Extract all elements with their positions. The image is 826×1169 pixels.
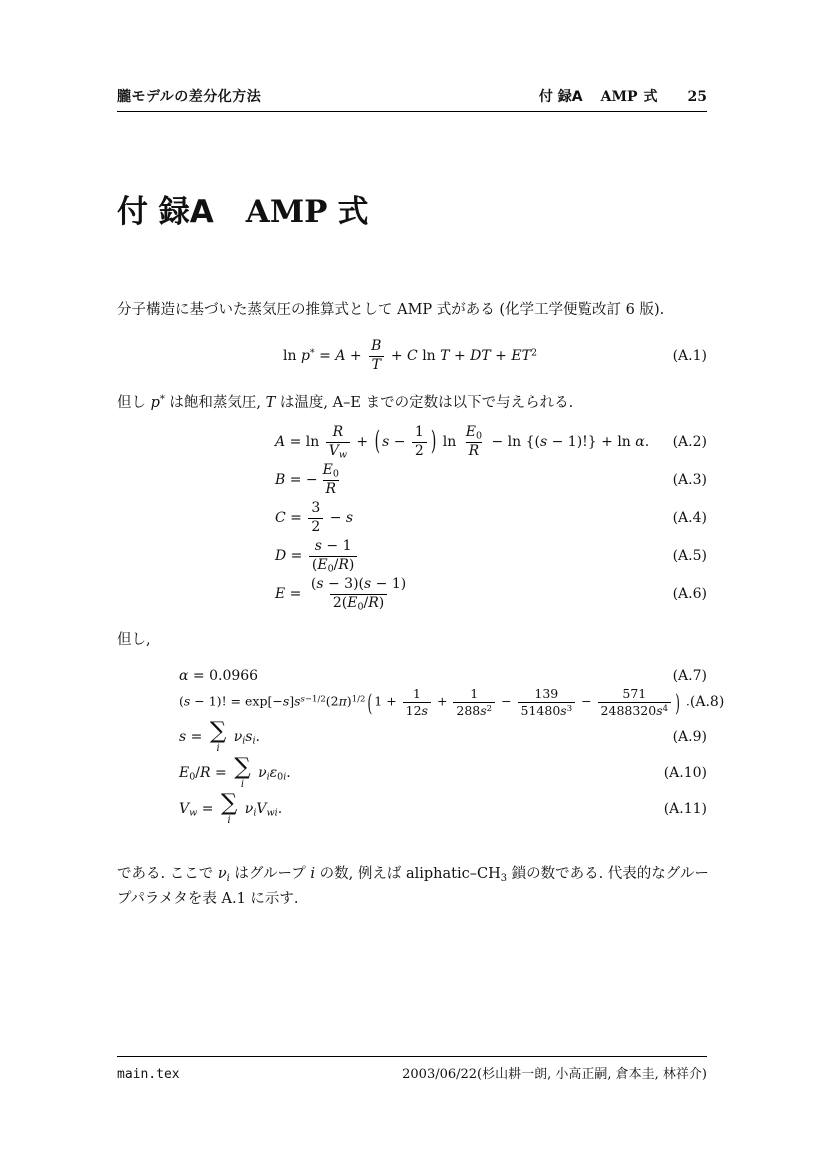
- equation-body: B = − $\frac{E_0}{R}$: [275, 462, 344, 498]
- math-italic: i: [227, 815, 231, 827]
- equation-body: D = $\frac{s - 1}{(E_0/R)}$: [275, 538, 359, 574]
- math-italic: w: [338, 449, 347, 461]
- equation-tag: (A.8): [689, 694, 725, 711]
- equation-row: [117, 500, 707, 536]
- math-italic: i: [242, 735, 246, 747]
- math-italic: s: [382, 434, 390, 450]
- fraction: $\frac{1}{2}$: [412, 424, 427, 460]
- math-italic: ν: [244, 801, 254, 818]
- math-italic: T: [371, 356, 381, 373]
- math-italic: α: [635, 434, 645, 450]
- equation-body: C = $\frac{3}{2}$ − s: [275, 500, 354, 535]
- fraction: $\frac{E_0}{R}$: [322, 462, 339, 497]
- fraction: [368, 338, 384, 374]
- appendix-title-prefix: 付 録A: [117, 194, 214, 230]
- summation-symbol: ∑ i: [234, 754, 251, 791]
- equation-tag: (A.3): [672, 472, 707, 488]
- math-italic: E: [275, 586, 286, 602]
- math-italic: s: [421, 702, 428, 718]
- math-italic: i: [226, 872, 230, 884]
- math-italic: ε: [269, 765, 278, 782]
- math-italic: i: [252, 735, 256, 747]
- math-italic: R: [325, 480, 337, 497]
- math-italic: E: [317, 556, 328, 573]
- math-italic: C: [407, 348, 418, 364]
- math-italic: p: [300, 348, 310, 364]
- big-paren: ): [430, 426, 437, 457]
- math-italic: R: [332, 424, 344, 440]
- fraction: $\frac{(s - 3)(s - 1)}{2(E_0/R)}$: [310, 576, 407, 613]
- math-italic: E: [179, 765, 190, 782]
- math-italic: i: [216, 743, 220, 755]
- equation-tag: (A.4): [672, 510, 707, 526]
- page-header: [117, 86, 707, 112]
- math-italic: D: [470, 348, 482, 364]
- paragraph-intro: 分子構造に基づいた蒸気圧の推算式として AMP 式がある (化学工学便覧改訂 6 版).: [117, 301, 665, 318]
- math-italic: i: [310, 865, 316, 882]
- math-italic: s: [179, 729, 187, 746]
- math-italic: s: [345, 510, 354, 526]
- equation-body: A = ln $\frac{R}{V_w}$ + ( s − $\frac{1}{2}$ ) ln $\frac{E_0}{R}$ − ln {(s − 1)!} + ln α.: [275, 424, 650, 461]
- equation-block-auxiliary: [117, 668, 725, 828]
- appendix-title-suffix: 式: [337, 194, 369, 230]
- math-italic: s: [300, 694, 305, 705]
- math-italic: p: [150, 394, 160, 411]
- equation-tag: (A.10): [663, 765, 707, 782]
- equation-tag: (A.9): [672, 729, 707, 746]
- fraction: $\frac{E_0}{R}$: [465, 424, 483, 459]
- math-italic: T: [265, 394, 276, 411]
- equation-row: [117, 720, 707, 754]
- math-italic: w: [266, 807, 275, 819]
- summation-symbol: ∑ i: [220, 790, 238, 827]
- equation-body: E = $\frac{(s - 3)(s - 1)}{2(E_0/R)}$: [275, 576, 411, 612]
- big-paren: (: [374, 426, 381, 457]
- math-italic: s: [245, 729, 253, 746]
- math-italic: R: [338, 556, 349, 573]
- math-italic: s: [539, 434, 548, 450]
- math-italic: D: [275, 548, 287, 564]
- paragraph-definitions: 但し p* は飽和蒸気圧, T は温度, A–E までの定数は以下で与えられる.: [117, 393, 574, 411]
- equation-body: $V_w$ = ∑ i $\nu_iV_{wi}$.: [179, 790, 283, 827]
- math-italic: T: [440, 348, 450, 364]
- math-italic: s: [183, 693, 191, 709]
- equation-tag: (A.5): [672, 548, 707, 564]
- equation-row: [117, 338, 707, 374]
- big-paren: ): [675, 687, 680, 717]
- paragraph-however: 但し,: [117, 631, 151, 648]
- math-italic: V: [179, 801, 190, 818]
- math-italic: E: [347, 594, 358, 611]
- running-head-title-roman: AMP: [600, 89, 638, 105]
- math-italic: A: [275, 434, 286, 450]
- math-italic: s: [480, 702, 487, 718]
- math-italic: s: [314, 538, 322, 554]
- summation-symbol: ∑ i: [209, 718, 227, 755]
- equation-row: [117, 424, 707, 460]
- fraction: $\frac{139}{51480s^3}$: [518, 686, 576, 718]
- math-italic: i: [240, 779, 245, 791]
- math-italic: V: [256, 801, 267, 818]
- equation-row: [117, 756, 707, 790]
- math-italic: s: [364, 576, 372, 592]
- math-italic: s: [316, 576, 324, 592]
- math-italic: T: [521, 348, 531, 364]
- math-italic: α: [179, 668, 189, 684]
- fraction: $\frac{3}{2}$: [308, 500, 323, 536]
- math-italic: s: [282, 693, 290, 709]
- running-head-left: 朧モデルの差分化方法: [117, 89, 262, 105]
- equation-tag: (A.6): [672, 586, 707, 602]
- big-paren: (: [367, 687, 373, 717]
- math-italic: i: [266, 771, 270, 783]
- math-italic: R: [468, 442, 480, 459]
- fraction: $\frac{1}{12s}$: [403, 686, 431, 718]
- math-italic: i: [274, 807, 278, 819]
- math-italic: V: [328, 442, 339, 459]
- page-footer: [117, 1056, 707, 1082]
- page-number: 25: [687, 89, 707, 105]
- fraction: $\frac{571}{2488320s^4}$: [598, 686, 672, 718]
- math-italic: A: [335, 348, 346, 364]
- math-italic: w: [189, 807, 198, 819]
- equation-tag: (A.7): [672, 668, 707, 684]
- running-head-title-suffix: 式: [643, 89, 658, 105]
- math-italic: B: [275, 472, 286, 488]
- running-head-appendix: 付 録A: [538, 89, 583, 105]
- equation-row: [117, 462, 707, 498]
- running-head-right: [539, 86, 707, 106]
- equation-body: $E_0/R$ = ∑ i $\nu_i\varepsilon_{0i}$.: [179, 754, 291, 791]
- fraction: [326, 424, 350, 460]
- footer-date-authors: 2003/06/22(杉山耕一朗, 小高正嗣, 倉本圭, 林祥介): [402, 1067, 707, 1082]
- appendix-title: [117, 186, 368, 231]
- equation-row: [117, 668, 707, 684]
- equation-body: α = 0.0966: [179, 668, 259, 684]
- math-italic: E: [465, 424, 476, 440]
- equation-tag: (A.11): [663, 801, 707, 818]
- fraction: $\frac{1}{288s^2}$: [453, 686, 495, 718]
- math-italic: ν: [217, 865, 227, 882]
- math-italic: s: [560, 702, 567, 718]
- math-italic: i: [283, 771, 287, 783]
- math-italic: R: [200, 765, 211, 782]
- math-italic: ν: [233, 729, 243, 746]
- math-italic: E: [322, 462, 333, 478]
- equation-row: [117, 686, 725, 718]
- math-italic: s: [294, 693, 301, 709]
- equation-body: (s − 1)! = $\exp[-s]s^{s-1/2}(2\pi)^{1/2}$ ( 1 + $\frac{1}{12s}$ + $\frac{1}{288s^2}$ − $\frac{139}{51480s^3}$ − $\frac{571}{2488320s^4}$ ) .: [179, 686, 690, 718]
- appendix-title-roman: AMP: [245, 194, 328, 230]
- math-italic: R: [368, 594, 379, 611]
- math-italic: E: [511, 348, 522, 364]
- math-italic: ν: [258, 765, 267, 782]
- math-italic: i: [253, 807, 257, 819]
- equation-row: [117, 576, 707, 612]
- math-italic: π: [338, 693, 347, 709]
- equation-tag: (A.1): [672, 348, 707, 364]
- math-italic: B: [371, 338, 382, 354]
- equation-body: ln p* = A + $\frac{B}{T}$ + C ln T + DT + $ET^2$: [283, 338, 537, 373]
- equation-row: [117, 538, 707, 574]
- math-italic: C: [275, 510, 286, 526]
- equation-row: [117, 792, 707, 826]
- paragraph-closing: である. ここで $\nu_i$ はグループ i の数, 例えば aliphatic–$CH_3$ 鎖の数である. 代表的なグループパラメタを表 A.1 に示す.: [117, 865, 709, 907]
- equation-block-a1: [117, 338, 707, 376]
- fraction: $\frac{s - 1}{(E_0/R)}$: [309, 538, 358, 574]
- math-italic: s: [656, 702, 663, 718]
- equation-block-constants: [117, 424, 707, 614]
- equation-tag: (A.2): [672, 434, 707, 450]
- equation-body: s = ∑ i $\nu_is_i$.: [179, 718, 260, 755]
- math-italic: T: [481, 348, 491, 364]
- footer-filename: main.tex: [117, 1067, 180, 1082]
